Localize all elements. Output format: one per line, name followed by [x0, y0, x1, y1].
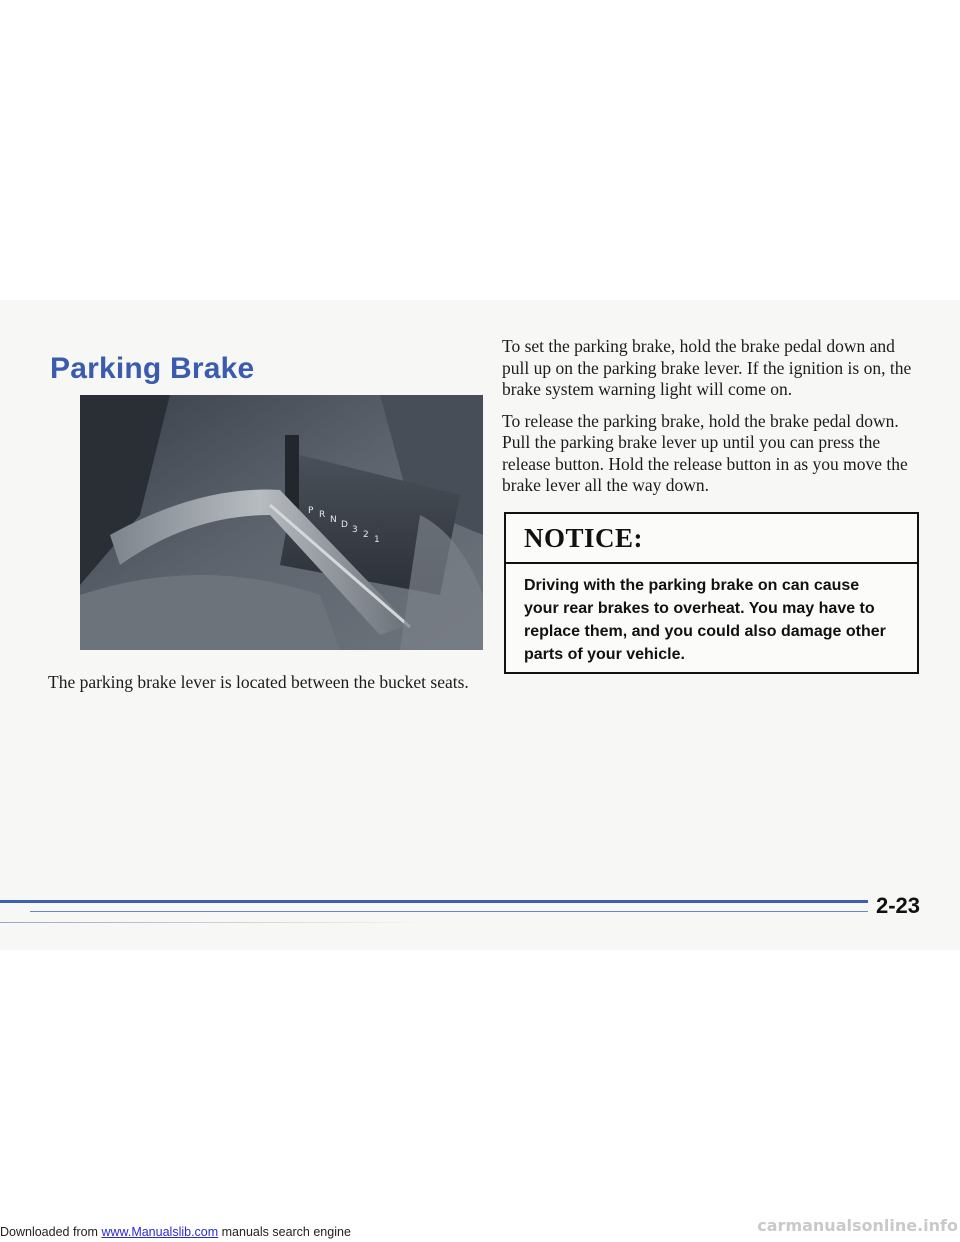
manualslib-link[interactable]: www.Manualslib.com: [101, 1225, 219, 1239]
page-number: 2-23: [876, 893, 921, 918]
shift-letter: R: [319, 510, 326, 520]
notice-line: parts of your vehicle.: [524, 646, 685, 663]
parking-brake-photo: [80, 395, 483, 650]
notice-line: Driving with the parking brake on can cause: [524, 577, 860, 594]
footer-suffix: manuals search engine: [218, 1225, 351, 1239]
notice-box: [504, 512, 919, 674]
footer-rule-thin: [30, 911, 868, 912]
footer-rule: [0, 900, 868, 903]
shift-letter: 2: [363, 530, 369, 540]
footer-prefix: Downloaded from: [0, 1225, 102, 1239]
release-brake-paragraph: To release the parking brake, hold the brake pedal down. Pull the parking brake lever up until you can press the release button. Hold the release button in as you move the brake lever all the way down.: [502, 410, 908, 495]
footer-rule-fade: [0, 922, 430, 923]
notice-header: [506, 514, 917, 564]
shift-letter: N: [330, 515, 337, 525]
shift-letter: P: [308, 506, 314, 516]
watermark: carmanualsonline.info: [757, 1216, 958, 1235]
download-footer: [0, 1222, 351, 1242]
shift-letter: D: [341, 520, 348, 530]
shift-letter: 3: [352, 525, 358, 535]
notice-title: NOTICE:: [524, 522, 644, 553]
set-brake-paragraph: To set the parking brake, hold the brake pedal down and pull up on the parking brake lever. If the ignition is on, the brake system warning light will come on.: [502, 336, 912, 399]
shift-letter: 1: [374, 535, 380, 545]
section-title: Parking Brake: [50, 352, 255, 385]
photo-caption: The parking brake lever is located between the bucket seats.: [48, 672, 469, 692]
notice-line: your rear brakes to overheat. You may have to: [524, 600, 875, 617]
notice-line: replace them, and you could also damage other: [524, 623, 886, 640]
instructions: [502, 336, 922, 507]
notice-body: [506, 564, 917, 666]
